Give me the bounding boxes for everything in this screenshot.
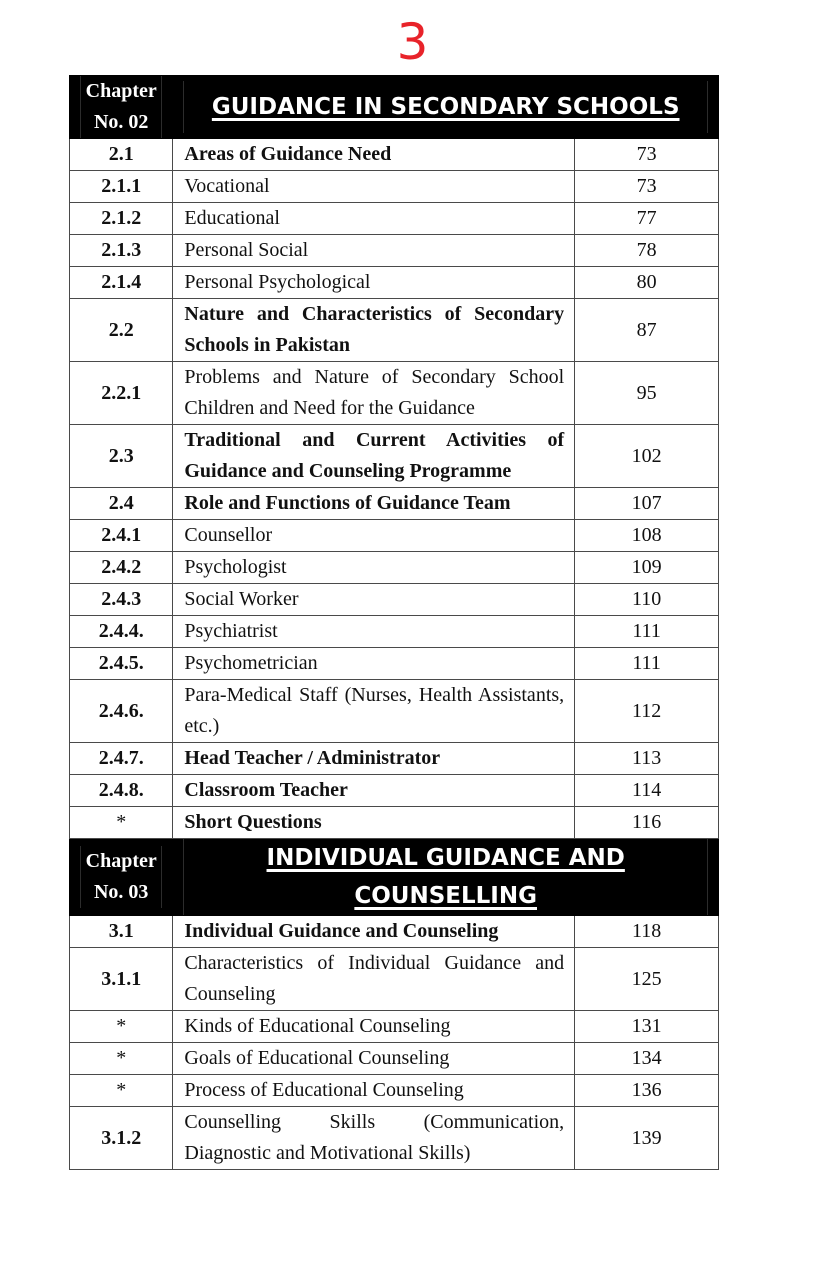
- toc-row[interactable]: [70, 1075, 719, 1107]
- section-number: 2.4.5.: [70, 648, 173, 680]
- toc-row[interactable]: [70, 1107, 719, 1170]
- page-ref: 111: [575, 648, 719, 680]
- toc-row[interactable]: [70, 743, 719, 775]
- section-title[interactable]: Individual Guidance and Counseling: [173, 916, 575, 948]
- chapter-title-line2: COUNSELLING: [354, 883, 537, 909]
- table-of-contents: [69, 75, 719, 1170]
- section-title[interactable]: Personal Social: [173, 235, 575, 267]
- section-title[interactable]: Problems and Nature of Secondary School Children and Need for the Guidance: [173, 362, 575, 425]
- section-number: 2.4.2: [70, 552, 173, 584]
- section-title[interactable]: Head Teacher / Administrator: [173, 743, 575, 775]
- page-ref: 95: [575, 362, 719, 425]
- page-ref: 116: [575, 807, 719, 839]
- section-number: *: [70, 1075, 173, 1107]
- section-title[interactable]: Short Questions: [173, 807, 575, 839]
- page-ref: 109: [575, 552, 719, 584]
- section-title[interactable]: Counsellor: [173, 520, 575, 552]
- toc-row[interactable]: [70, 775, 719, 807]
- chapter-label: [70, 76, 173, 139]
- section-title[interactable]: Psychiatrist: [173, 616, 575, 648]
- section-number: *: [70, 807, 173, 839]
- toc-row[interactable]: [70, 488, 719, 520]
- page-ref: 111: [575, 616, 719, 648]
- chapter-title: [173, 76, 719, 139]
- page-ref: 110: [575, 584, 719, 616]
- section-number: 2.4: [70, 488, 173, 520]
- chapter-title-text: GUIDANCE IN SECONDARY SCHOOLS: [211, 94, 680, 120]
- chapter-label-line1: Chapter: [85, 80, 157, 102]
- toc-row[interactable]: [70, 1011, 719, 1043]
- section-number: 2.2: [70, 299, 173, 362]
- page-ref: 134: [575, 1043, 719, 1075]
- toc-row[interactable]: [70, 267, 719, 299]
- section-number: 2.1.2: [70, 203, 173, 235]
- section-number: 2.4.1: [70, 520, 173, 552]
- toc-row[interactable]: [70, 171, 719, 203]
- section-number: 2.2.1: [70, 362, 173, 425]
- section-number: 3.1: [70, 916, 173, 948]
- page-ref: 78: [575, 235, 719, 267]
- toc-row[interactable]: [70, 680, 719, 743]
- toc-row[interactable]: [70, 616, 719, 648]
- section-title[interactable]: Psychometrician: [173, 648, 575, 680]
- chapter-label-line1: Chapter: [85, 850, 157, 872]
- page-ref: 107: [575, 488, 719, 520]
- page-ref: 114: [575, 775, 719, 807]
- toc-row[interactable]: [70, 299, 719, 362]
- section-number: 2.3: [70, 425, 173, 488]
- toc-row[interactable]: [70, 1043, 719, 1075]
- page-ref: 113: [575, 743, 719, 775]
- page-ref: 139: [575, 1107, 719, 1170]
- toc-row[interactable]: [70, 584, 719, 616]
- section-title[interactable]: Goals of Educational Counseling: [173, 1043, 575, 1075]
- toc-row[interactable]: [70, 552, 719, 584]
- section-number: 2.4.7.: [70, 743, 173, 775]
- section-number: *: [70, 1043, 173, 1075]
- section-title[interactable]: Counselling Skills (Communication, Diagnostic and Motivational Skills): [173, 1107, 575, 1170]
- chapter-header-03: [70, 839, 719, 916]
- section-title[interactable]: Psychologist: [173, 552, 575, 584]
- toc-row[interactable]: [70, 235, 719, 267]
- toc-row[interactable]: [70, 648, 719, 680]
- section-title[interactable]: Kinds of Educational Counseling: [173, 1011, 575, 1043]
- toc-row[interactable]: [70, 139, 719, 171]
- section-number: 2.4.6.: [70, 680, 173, 743]
- section-number: 2.1: [70, 139, 173, 171]
- toc-row[interactable]: [70, 807, 719, 839]
- page-ref: 73: [575, 139, 719, 171]
- chapter-header-02: [70, 76, 719, 139]
- page-ref: 73: [575, 171, 719, 203]
- chapter-label: [70, 839, 173, 916]
- section-title[interactable]: Vocational: [173, 171, 575, 203]
- section-title[interactable]: Characteristics of Individual Guidance and Counseling: [173, 948, 575, 1011]
- section-number: 2.4.4.: [70, 616, 173, 648]
- toc-row[interactable]: [70, 203, 719, 235]
- section-title[interactable]: Traditional and Current Activities of Guidance and Counseling Programme: [173, 425, 575, 488]
- section-number: 2.1.1: [70, 171, 173, 203]
- section-title[interactable]: Process of Educational Counseling: [173, 1075, 575, 1107]
- section-title[interactable]: Role and Functions of Guidance Team: [173, 488, 575, 520]
- section-title[interactable]: Areas of Guidance Need: [173, 139, 575, 171]
- section-title[interactable]: Social Worker: [173, 584, 575, 616]
- toc-row[interactable]: [70, 362, 719, 425]
- chapter-label-line2: No. 02: [93, 111, 149, 133]
- toc-row[interactable]: [70, 425, 719, 488]
- page-ref: 108: [575, 520, 719, 552]
- page-number: 3: [396, 13, 429, 71]
- section-number: 3.1.1: [70, 948, 173, 1011]
- section-number: 2.4.3: [70, 584, 173, 616]
- page-ref: 87: [575, 299, 719, 362]
- section-number: 2.4.8.: [70, 775, 173, 807]
- toc-row[interactable]: [70, 916, 719, 948]
- section-title[interactable]: Para-Medical Staff (Nurses, Health Assistants, etc.): [173, 680, 575, 743]
- toc-row[interactable]: [70, 520, 719, 552]
- toc-row[interactable]: [70, 948, 719, 1011]
- section-title[interactable]: Educational: [173, 203, 575, 235]
- page-ref: 112: [575, 680, 719, 743]
- section-number: 2.1.3: [70, 235, 173, 267]
- chapter-title-line1: INDIVIDUAL GUIDANCE AND: [266, 845, 625, 871]
- page-ref: 102: [575, 425, 719, 488]
- chapter-title: [173, 839, 719, 916]
- page-ref: 118: [575, 916, 719, 948]
- section-title[interactable]: Classroom Teacher: [173, 775, 575, 807]
- chapter-label-line2: No. 03: [93, 881, 149, 903]
- page-ref: 80: [575, 267, 719, 299]
- page-ref: 125: [575, 948, 719, 1011]
- page-ref: 131: [575, 1011, 719, 1043]
- section-number: 3.1.2: [70, 1107, 173, 1170]
- section-number: *: [70, 1011, 173, 1043]
- section-title[interactable]: Personal Psychological: [173, 267, 575, 299]
- section-number: 2.1.4: [70, 267, 173, 299]
- section-title[interactable]: Nature and Characteristics of Secondary Schools in Pakistan: [173, 299, 575, 362]
- page-ref: 77: [575, 203, 719, 235]
- page-ref: 136: [575, 1075, 719, 1107]
